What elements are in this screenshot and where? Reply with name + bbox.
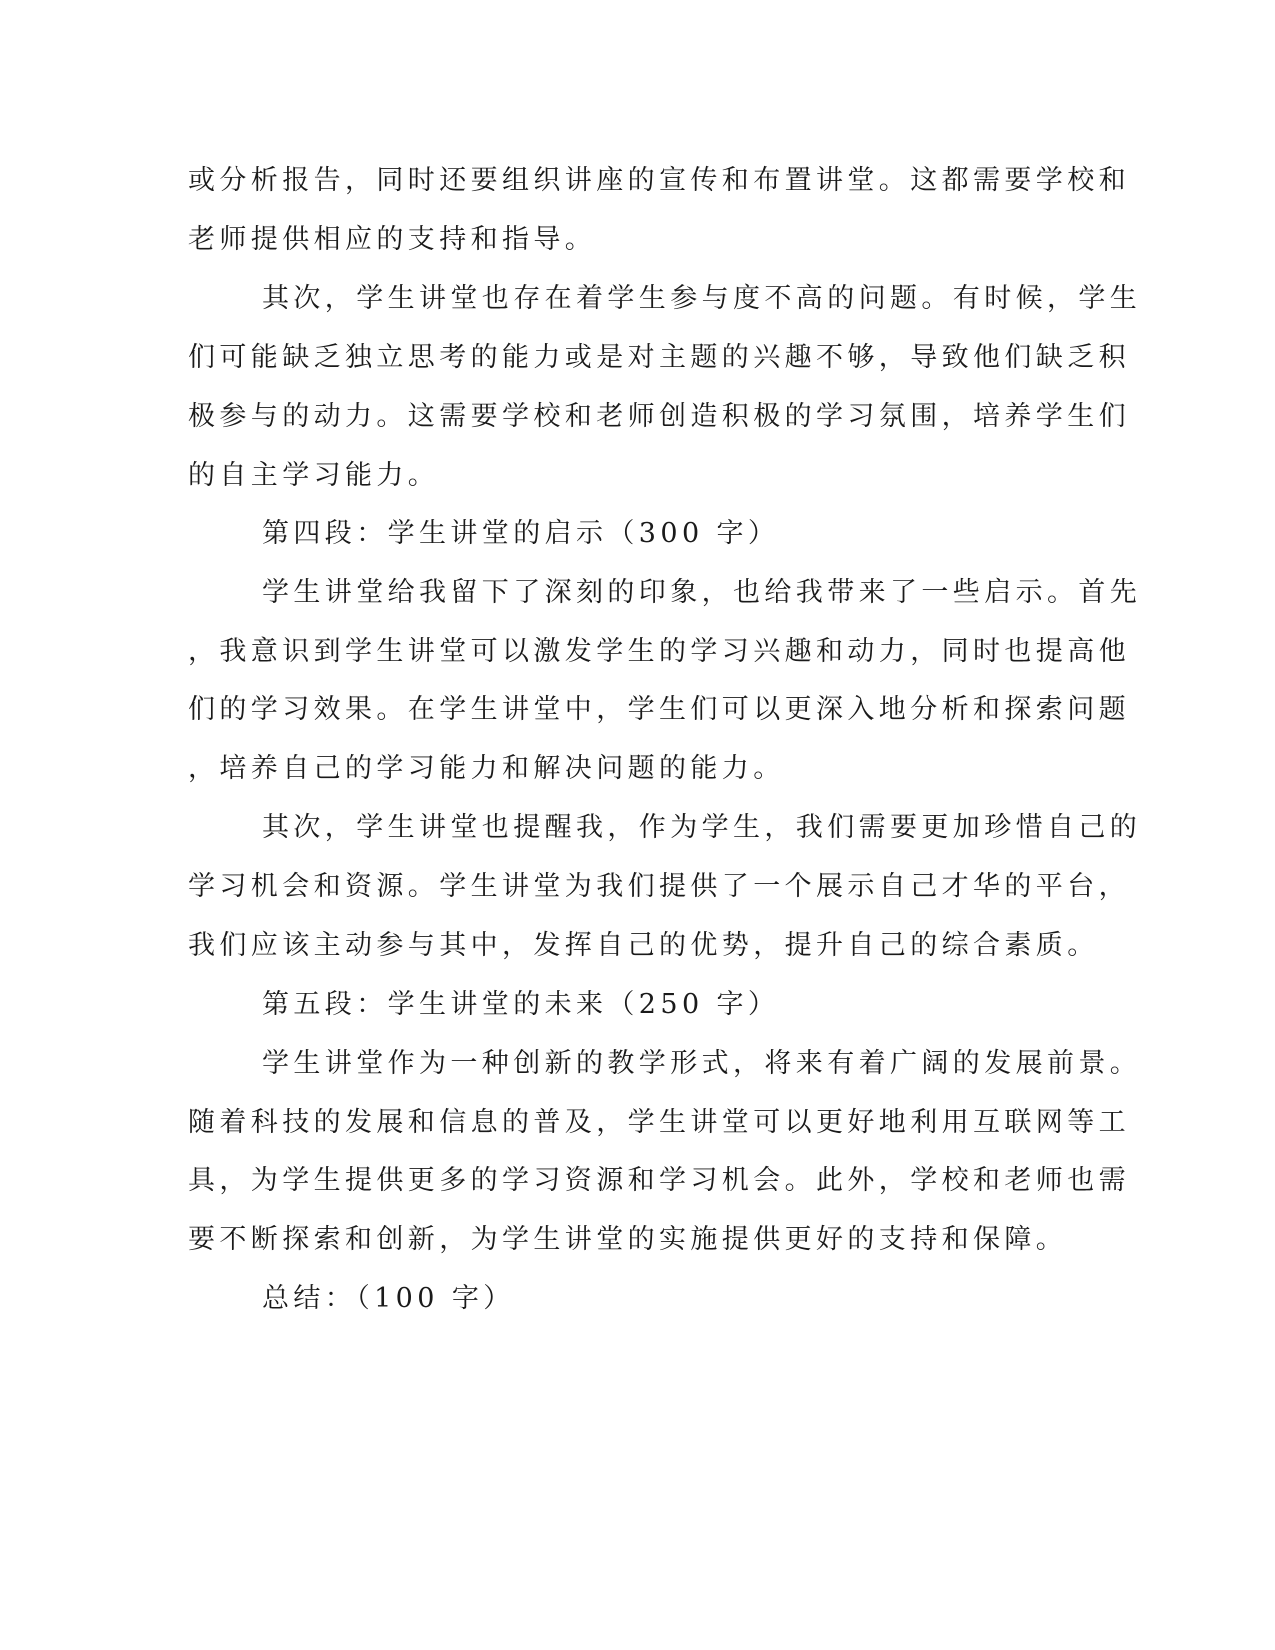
- body-line: 们可能缺乏独立思考的能力或是对主题的兴趣不够，导致他们缺乏积: [188, 342, 1130, 373]
- paragraph-first-line: 其次，学生讲堂也存在着学生参与度不高的问题。有时候，学生: [262, 283, 1142, 314]
- section-heading: 第五段：学生讲堂的未来（250 字）: [262, 989, 780, 1020]
- body-line: ，我意识到学生讲堂可以激发学生的学习兴趣和动力，同时也提高他: [188, 636, 1130, 667]
- body-line: 学习机会和资源。学生讲堂为我们提供了一个展示自己才华的平台，: [188, 871, 1130, 902]
- body-line: 们的学习效果。在学生讲堂中，学生们可以更深入地分析和探索问题: [188, 694, 1130, 725]
- paragraph-first-line: 其次，学生讲堂也提醒我，作为学生，我们需要更加珍惜自己的: [262, 812, 1142, 843]
- summary-heading: 总结：（100 字）: [262, 1283, 515, 1314]
- body-line: 我们应该主动参与其中，发挥自己的优势，提升自己的综合素质。: [188, 930, 1099, 961]
- body-line: 极参与的动力。这需要学校和老师创造积极的学习氛围，培养学生们: [188, 401, 1130, 432]
- body-line: ，培养自己的学习能力和解决问题的能力。: [188, 753, 785, 784]
- body-line: 要不断探索和创新，为学生讲堂的实施提供更好的支持和保障。: [188, 1224, 1068, 1255]
- body-line: 具，为学生提供更多的学习资源和学习机会。此外，学校和老师也需: [188, 1165, 1130, 1196]
- body-line: 或分析报告，同时还要组织讲座的宣传和布置讲堂。这都需要学校和: [188, 165, 1130, 196]
- paragraph-first-line: 学生讲堂作为一种创新的教学形式，将来有着广阔的发展前景。: [262, 1048, 1142, 1079]
- body-line: 老师提供相应的支持和指导。: [188, 224, 597, 255]
- section-heading: 第四段：学生讲堂的启示（300 字）: [262, 518, 780, 549]
- body-line: 的自主学习能力。: [188, 460, 440, 491]
- paragraph-first-line: 学生讲堂给我留下了深刻的印象，也给我带来了一些启示。首先: [262, 577, 1142, 608]
- body-line: 随着科技的发展和信息的普及，学生讲堂可以更好地利用互联网等工: [188, 1107, 1130, 1138]
